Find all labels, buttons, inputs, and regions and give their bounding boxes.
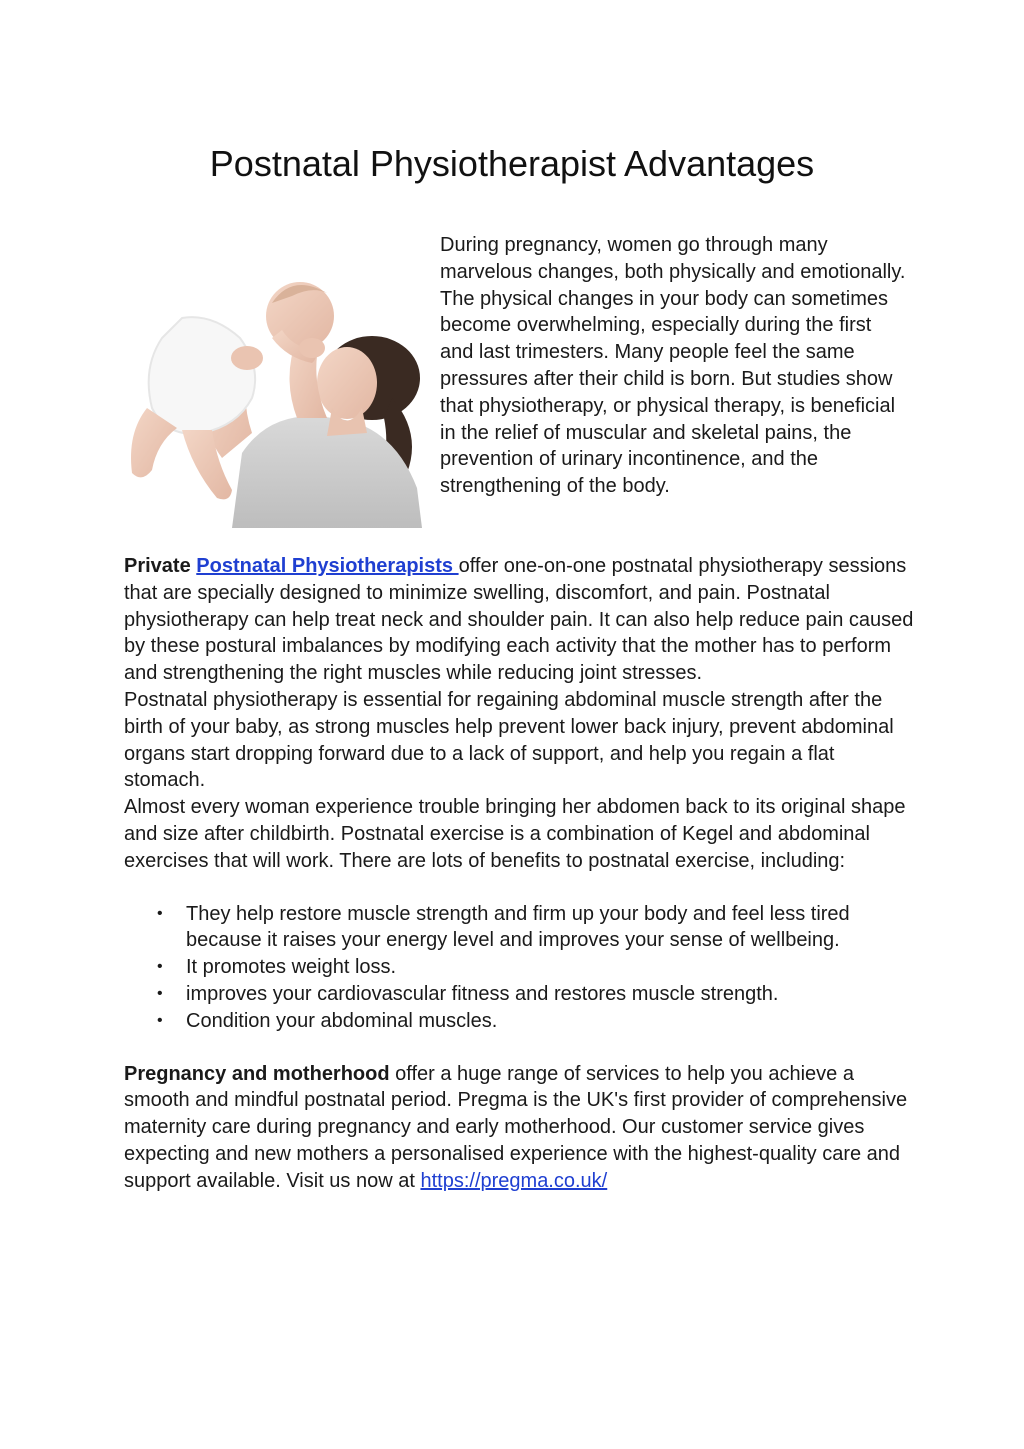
list-item	[157, 981, 914, 1008]
list-item-text: It promotes weight loss.	[186, 956, 397, 979]
bullet-icon: •	[157, 984, 163, 1002]
pregma-paragraph-text: offer a huge range of services to help you achieve a smooth and mindful postnatal period. Pregma is the UK's first provider of comprehensive maternity care during pregnancy and early motherhood. Our customer service gives expecting and new mothers a personalised experience with the highest-quality care and support available. Visit us now at	[124, 1062, 908, 1192]
private-lead: Private	[124, 555, 191, 577]
list-item	[157, 901, 914, 955]
physiotherapists-paragraph	[124, 553, 914, 687]
list-item	[157, 954, 914, 981]
bullet-icon: •	[157, 904, 163, 922]
list-item-text: They help restore muscle strength and firm up your body and feel less tired because it raises your energy level and improves your sense of wellbeing.	[186, 902, 850, 952]
bullet-icon: •	[157, 958, 163, 976]
intro-paragraph: During pregnancy, women go through many marvelous changes, both physically and emotionally. The physical changes in your body can sometimes become overwhelming, especially during the first and last trimesters. Many people feel the same pressures after their child is born. But studies show that physiotherapy, or physical therapy, is beneficial in the relief of muscular and skeletal pains, the prevention of urinary incontinence, and the strengthening of the body.	[440, 234, 906, 498]
main-content	[124, 553, 914, 1195]
pregma-website-link[interactable]: https://pregma.co.uk/	[420, 1169, 608, 1192]
pregma-paragraph	[124, 1061, 914, 1195]
abdominal-strength-paragraph: Postnatal physiotherapy is essential for regaining abdominal muscle strength after the birth of your baby, as strong muscles help prevent lower back injury, prevent abdominal organs start dropping forward due to a lack of support, and help you regain a flat stomach.	[124, 688, 894, 792]
list-item	[157, 1008, 914, 1035]
benefits-list	[124, 901, 914, 1035]
mother-lifting-baby-photo	[122, 258, 428, 528]
postnatal-exercise-paragraph: Almost every woman experience trouble bringing her abdomen back to its original shape and size after childbirth. Postnatal exercise is a combination of Kegel and abdominal exercises that will work. There are lots of benefits to postnatal exercise, including:	[124, 796, 906, 872]
photo-illustration	[122, 258, 428, 528]
list-item-text: Condition your abdominal muscles.	[186, 1009, 498, 1032]
physiotherapists-paragraph-text: offer one-on-one postnatal physiotherapy sessions that are specially designed to minimize swelling, discomfort, and pain. Postnatal physiotherapy can help treat neck and shoulder pain. It can also help reduce pain caused by these postural imbalances by modifying each activity that the mother has to perform and strengthening the right muscles while reducing joint stresses.	[124, 555, 914, 685]
pregnancy-motherhood-lead: Pregnancy and motherhood	[124, 1062, 390, 1085]
list-item-text: improves your cardiovascular fitness and restores muscle strength.	[186, 982, 779, 1005]
bullet-icon: •	[157, 1011, 163, 1029]
page-title: Postnatal Physiotherapist Advantages	[209, 143, 815, 184]
postnatal-physiotherapists-link[interactable]: Postnatal Physiotherapists	[196, 555, 459, 577]
